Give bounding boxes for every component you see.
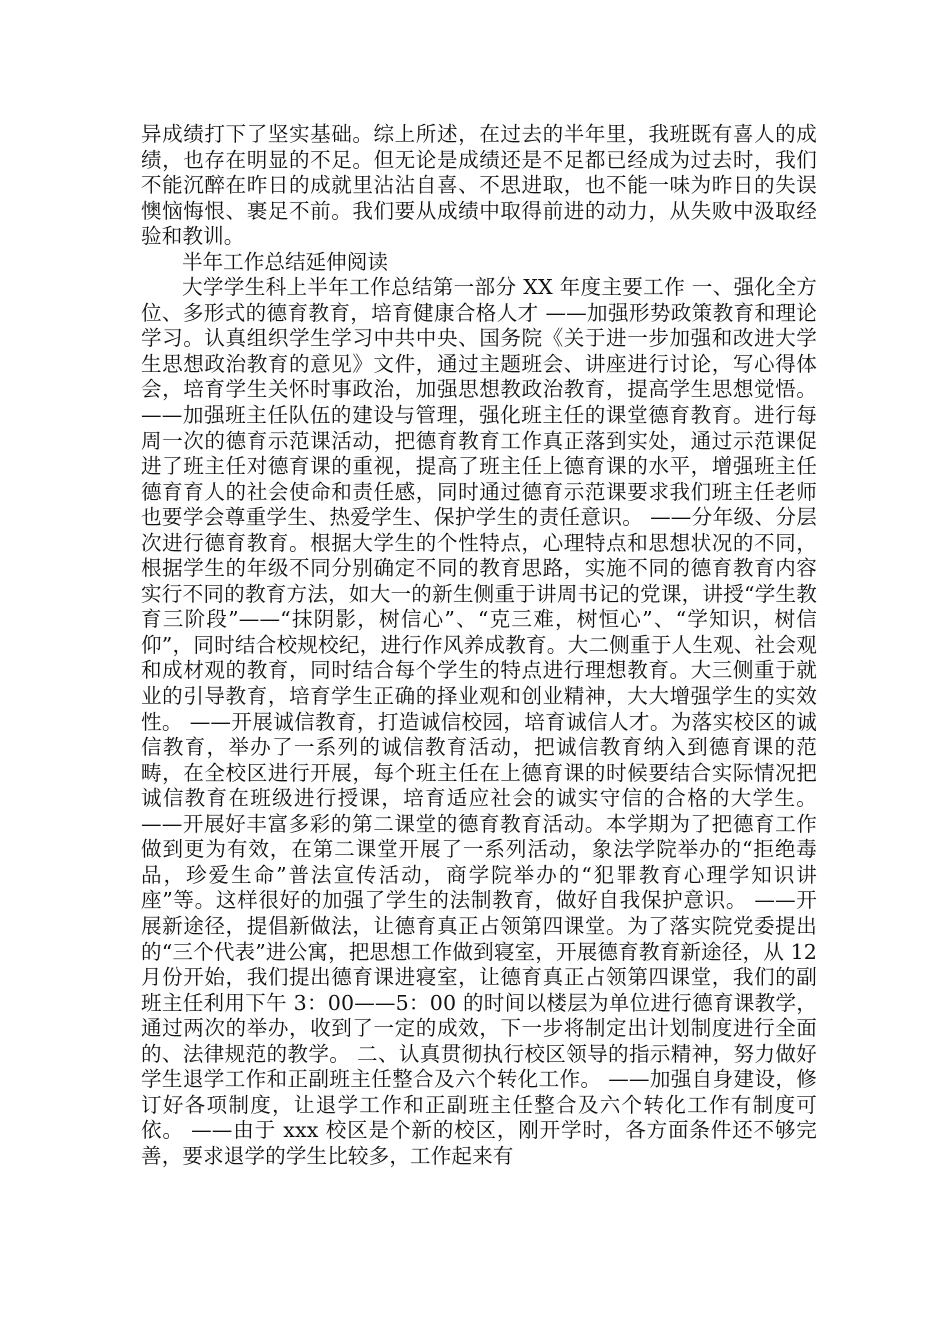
section-heading: 半年工作总结延伸阅读 [182, 249, 388, 274]
body-paragraph-2: 大学学生科上半年工作总结第一部分 XX 年度主要工作 一、强化全方位、多形式的德育教育，培育健康合格人才 ——加强形势政策教育和理论学习。认真组织学生学习中共中央、国务院《关于进一步加强和改进大学生思想政治教育的意见》文件，通过主题班会、讲座进行讨论，写心得体会，培育学生关怀时事政治，加强思想教政治教育，提高学生思想觉悟。 ——加强班主任队伍的建设与管理，强化班主任的课堂德育教育。进行每周一次的德育示范课活动，把德育教育工作真正落到实处，通过示范课促进了班主任对德育课的重视，提高了班主任上德育课的水平，增强班主任德育育人的社会使命和责任感，同时通过德育示范课要求我们班主任老师也要学会尊重学生、热爱学生、保护学生的责任意识。 ——分年级、分层次进行德育教育。根据大学生的个性特点，心理特点和思想状况的不同，根据学生的年级不同分别确定不同的教育思路，实施不同的德育教育内容实行不同的教育方法，如大一的新生侧重于讲周书记的党课，讲授“学生教育三阶段”——“抹阴影，树信心”、“克三难，树恒心”、“学知识，树信仰”，同时结合校规校纪，进行作风养成教育。大二侧重于人生观、社会观和成材观的教育，同时结合每个学生的特点进行理想教育。大三侧重于就业的引导教育，培育学生正确的择业观和创业精神，大大增强学生的实效性。 ——开展诚信教育，打造诚信校园，培育诚信人才。为落实校区的诚信教育，举办了一系列的诚信教育活动，把诚信教育纳入到德育课的范畴，在全校区进行开展，每个班主任在上德育课的时候要结合实际情况把诚信教育在班级进行授课，培育适应社会的诚实守信的合格的大学生。 ——开展好丰富多彩的第二课堂的德育教育活动。本学期为了把德育工作做到更为有效，在第二课堂开展了一系列活动，象法学院举办的“拒绝毒品，珍爱生命”普法宣传活动，商学院举办的“犯罪教育心理学知识讲座”等。这样很好的加强了学生的法制教育，做好自我保护意识。 ——开展新途径，提倡新做法，让德育真正占领第四课堂。为了落实院党委提出的“三个代表”进公寓，把思想工作做到寝室，开展德育教育新途径，从 12 月份开始，我们提出德育课进寝室，让德育真正占领第四课堂，我们的副班主任利用下午 3：00——5：00 的时间以楼层为单位进行德育课教学，通过两次的举办，收到了一定的成效，下一步将制定出计划制度进行全面的、法律规范的教学。 二、认真贯彻执行校区领导的指示精神，努力做好学生退学工作和正副班主任整合及六个转化工作。 ——加强自身建设，修订好各项制度，让退学工作和正副班主任整合及六个转化工作有制度可依。 ——由于 xxx 校区是个新的校区，刚开学时，各方面条件还不够完善，要求退学的学生比较多，工作起来有 [141, 275, 817, 1168]
document-page [141, 122, 817, 1169]
body-paragraph-1: 异成绩打下了坚实基础。综上所述，在过去的半年里，我班既有喜人的成绩，也存在明显的不足。但无论是成绩还是不足都已经成为过去时，我们不能沉醉在昨日的成就里沾沾自喜、不思进取，也不能一味为昨日的失误懊恼悔恨、裹足不前。我们要从成绩中取得前进的动力，从失败中汲取经验和教训。 [141, 122, 817, 249]
